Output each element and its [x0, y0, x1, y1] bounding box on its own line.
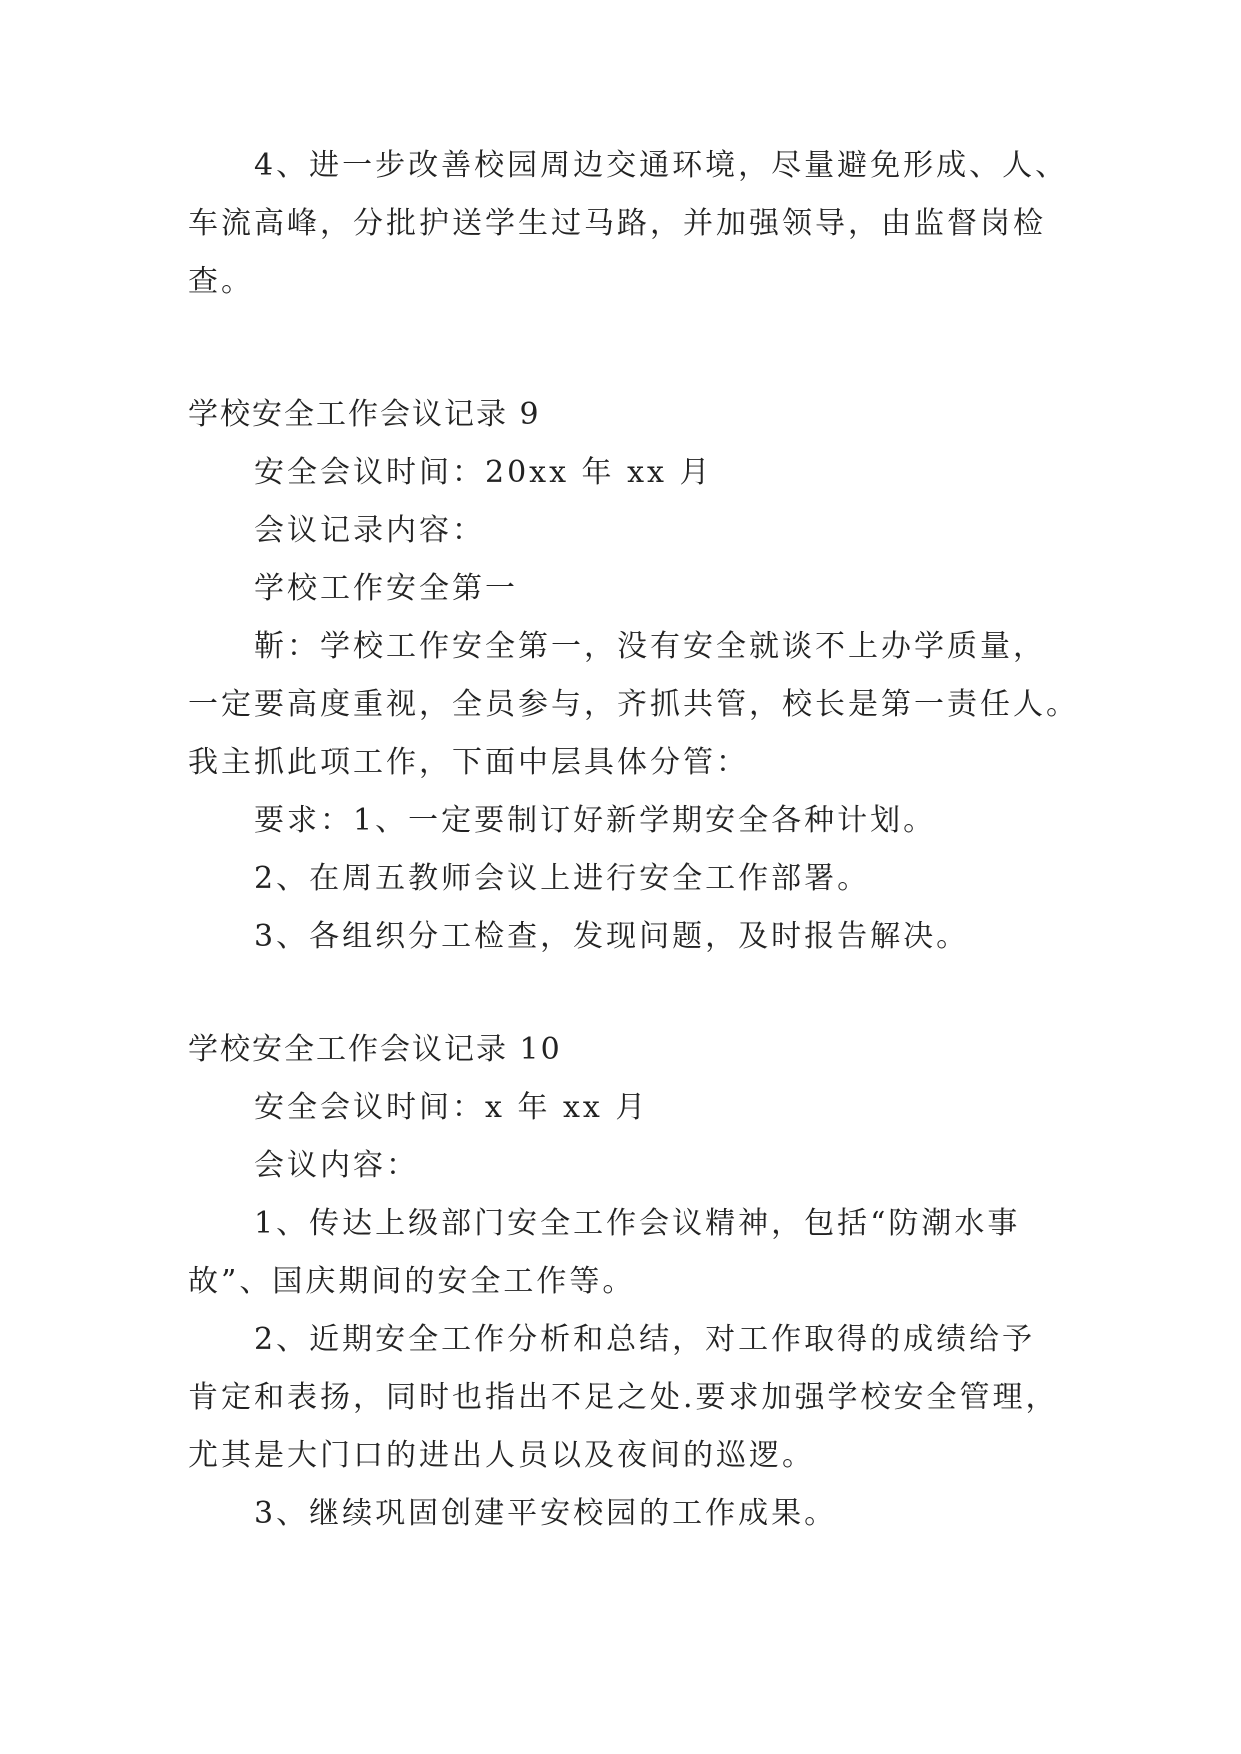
- paragraph-line: 4、进一步改善校园周边交通环境，尽量避免形成、人、: [254, 148, 1069, 183]
- paragraph-line: 2、近期安全工作分析和总结，对工作取得的成绩给予: [254, 1322, 1036, 1357]
- paragraph-line: 靳：学校工作安全第一，没有安全就谈不上办学质量，: [254, 629, 1046, 664]
- paragraph-line: 故”、国庆期间的安全工作等。: [188, 1264, 636, 1299]
- paragraph-line: 1、传达上级部门安全工作会议精神，包括“防潮水事: [254, 1206, 1021, 1241]
- record-9-section: [188, 386, 1079, 966]
- paragraph-line: 我主抓此项工作，下面中层具体分管：: [188, 745, 749, 780]
- record-9-subtitle: 学校工作安全第一: [254, 571, 518, 606]
- record-9-time: 安全会议时间：20xx 年 xx 月: [254, 455, 713, 490]
- record-9-heading: 学校安全工作会议记录 9: [188, 397, 541, 432]
- record-9-content-label: 会议记录内容：: [254, 513, 485, 548]
- paragraph-line: 肯定和表扬，同时也指出不足之处.要求加强学校安全管理，: [188, 1380, 1059, 1415]
- paragraph-line: 车流高峰，分批护送学生过马路，并加强领导，由监督岗检: [188, 206, 1046, 241]
- record-10-item-3: 3、继续巩固创建平安校园的工作成果。: [254, 1496, 838, 1531]
- paragraph-line: 一定要高度重视，全员参与，齐抓共管，校长是第一责任人。: [188, 687, 1079, 722]
- record-9-requirement-2: 2、在周五教师会议上进行安全工作部署。: [254, 861, 871, 896]
- record-10-section: [188, 1021, 1068, 1543]
- paragraph-line: 查。: [188, 264, 254, 299]
- record-10-content-label: 会议内容：: [254, 1148, 419, 1183]
- record-9-requirement-1: 要求：1、一定要制订好新学期安全各种计划。: [254, 803, 937, 838]
- paragraph-traffic: [188, 137, 1068, 311]
- paragraph-line: 尤其是大门口的进出人员以及夜间的巡逻。: [188, 1438, 815, 1473]
- record-10-heading: 学校安全工作会议记录 10: [188, 1032, 562, 1067]
- record-9-requirement-3: 3、各组织分工检查，发现问题，及时报告解决。: [254, 919, 970, 954]
- record-10-time: 安全会议时间：x 年 xx 月: [254, 1090, 649, 1125]
